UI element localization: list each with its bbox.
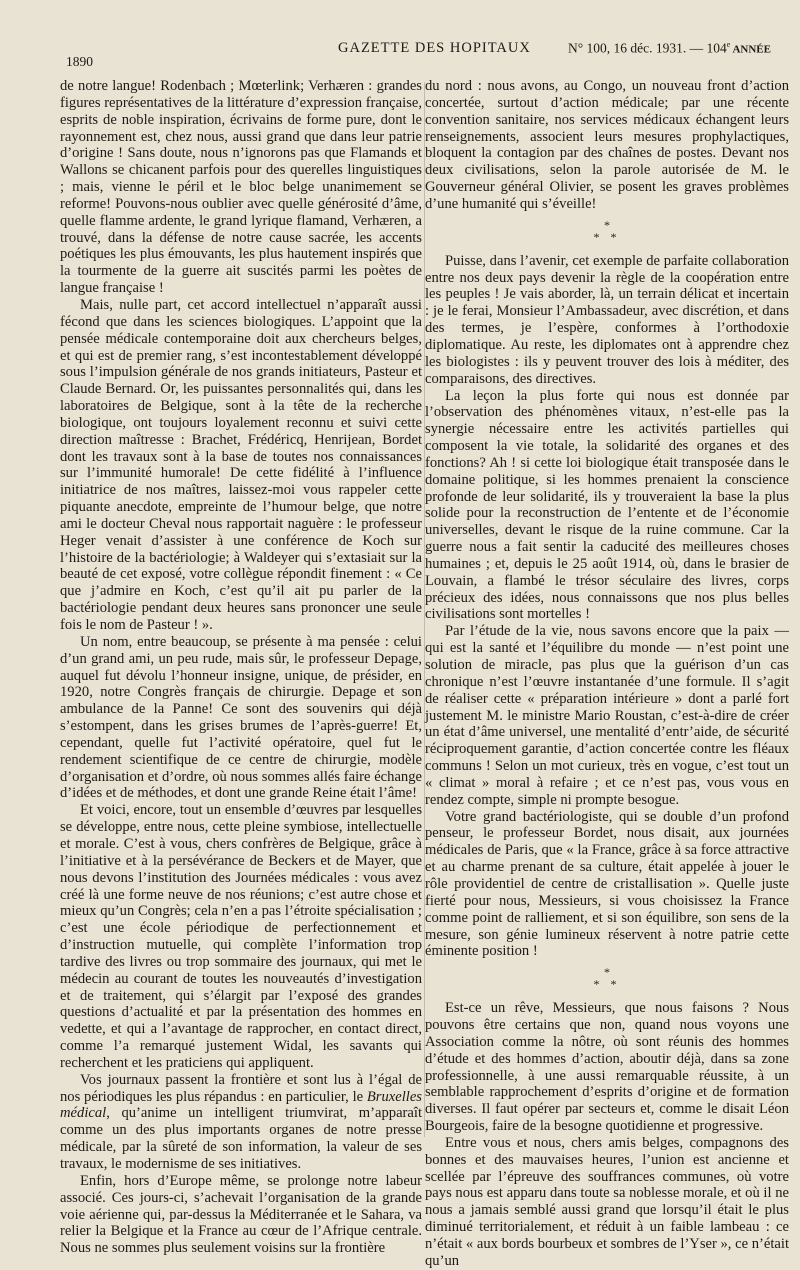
page-number: 1890 (66, 54, 93, 69)
right-paragraph-5: Votre grand bactériologiste, qui se double d’un profond penseur, le professeur Bordet, nous disait, aux journées médicales de Paris, que « la France, grâce à sa force attractive et au charme prenant de sa culture, était appelée à jouer le rôle providentiel de centre de cristallisation ». Quelle juste fierté pour nous, Messieurs, si vous choisissez la France comme point de ralliement, et si son équilibre, son sens de la mesure, son génie lumineux réservent à notre patrie cette éminente position ! (425, 808, 789, 960)
left-paragraph-5-end: , qu’anime un intelligent triumvirat, m’apparaît comme un des plus importants organes de notre presse médicale, par la sûreté de son information, la valeur de ses travaux, le modernisme de ses initiatives. (60, 1105, 422, 1172)
right-paragraph-3: La leçon la plus forte qui nous est donnée par l’observation des phénomènes vitaux, n’est-elle pas la synergie nécessaire entre les activités partielles qui composent la vie totale, la solidarité des organes et des fonctions? Ah ! si cette loi biologique était transposée dans le domaine politique, si les hommes prenaient la conscience profonde de leur solidarité, ils y trouveraient la base la plus solide pour la reconstruction de l’entente et de l’économie universelles, devant le risque de la ruine commune. Car la guerre nous a fait sentir la caducité des meilleures choses humaines ; et, depuis le 25 août 1914, où, dans le brasier de Louvain, a flambé le trésor séculaire des livres, corps précieux des idées, nous connaissons que nos plus belles civilisations sont mortelles ! (425, 387, 789, 623)
issue-ordinal: e (726, 40, 731, 49)
issue-year-label: ANNÉE (730, 43, 771, 56)
left-paragraph-4: Et voici, encore, tout un ensemble d’œuvres par lesquelles se développe, entre nous, cette pleine symbiose, intellectuelle et morale. C’est à vous, chers confrères de Belgique, grâce à l’initiative et à la persévérance de Beckers et de Mayer, que nous devons l’institution des Journées médicales : vous avez créé là une forme neuve de nos réunions; c’est autre chose et mieux qu’un Congrès; cela n’en a pas l’étroite spécialisation ; c’est une école périodique de perfectionnement et d’instruction mutuelle, qui complète l’information trop tardive des livres ou trop sommaire des journaux, qui met le médecin au courant de toutes les nouveautés d’investigation et de traitement, qui s’élargit par l’exposé des grandes questions d’actualité et par la présentation des hommes en vedette, et qui a l’avantage de rapprocher, en contact direct, comme l’a remarqué justement Widal, les savants qui recherchent et les praticiens qui appliquent. (60, 802, 422, 1071)
section-separator-1 (425, 213, 789, 253)
right-paragraph-1: du nord : nous avons, au Congo, un nouveau front d’action concertée, surtout d’action médicale; par une récente convention sanitaire, nos services médicaux échangent leurs renseignements, associent leurs mesures prophylactiques, bloquent la contagion par des chaînes de postes. Devant nos deux civilisations, selon la parole autorisée de M. le Gouverneur général Olivier, se posent les graves problèmes d’une humanité qui s’éveille! (425, 78, 789, 212)
section-separator-2 (425, 960, 789, 1000)
journal-title: GAZETTE DES HOPITAUX (338, 40, 531, 56)
right-paragraph-6: Est-ce un rêve, Messieurs, que nous faisons ? Nous pouvons être certains que non, quand nous voyons une Association comme la nôtre, où sont réunis des hommes d’étude et des hommes d’action, aboutir déjà, dans sa zone professionnelle, à une aussi remarquable réussite, à un semblable rapprochement d’esprits d’origine et de formation diverses. Il faut opérer par secteurs et, comme le disait Léon Bourgeois, faire de la besogne quotidienne et progressive. (425, 1000, 789, 1135)
issue-line (568, 40, 771, 57)
journal-name-italic: Bruxelles médical (60, 1088, 422, 1122)
issue-date: N° 100, 16 déc. 1931. — 104 (568, 40, 727, 56)
left-paragraph-3: Un nom, entre beaucoup, se présente à ma pensée : celui d’un grand ami, un peu rude, mais sûr, le professeur Depage, auquel fut dévolu l’honneur insigne, unique, de présider, en 1920, notre Congrès français de chirurgie. Depage et son ambulance de la Panne! Ce sont des souvenirs qui déjà s’estompent, dans les grises brumes de l’après-guerre! Et, cependant, quelle fut l’activité opératoire, quel fut le rendement scientifique de ce centre de chirurgie, modèle d’organisation et d’ordre, où nous sommes allés faire échange d’idées et de méthodes, et dont une grande Reine était l’âme! (60, 633, 422, 802)
page-header (60, 40, 790, 69)
separator-stars: * * (593, 229, 621, 244)
separator-star: * (604, 965, 610, 980)
right-column (425, 78, 789, 1269)
left-paragraph-2: Mais, nulle part, cet accord intellectuel n’apparaît aussi fécond que dans les sciences biologiques. L’appoint que la pensée médicale contemporaine doit aux chercheurs belges, et qui est de premier rang, s’est incontestablement développé sous l’impulsion générale de nos grands initiateurs, Pasteur et Claude Bernard. Or, les puissantes personnalités qui, dans les laboratoires de Belgique, sont à la tête de la recherche biologique, ont toujours loyalement reconnu et suivi cette direction maîtresse : Brachet, Frédéricq, Henrijean, Bordet dont les travaux sont à la base de toutes nos connaissances sur l’immunité humorale! De cette fidélité à l’influence initiatrice de nos maîtres, laissez-moi vous rappeler cette piquante anecdote, empreinte de l’humour belge, que notre ami le docteur Cheval nous rapportait naguère : le professeur Heger venait d’assister à une conférence de Koch sur l’histoire de la bactériologie; à Waldeyer qui s’extasiait sur la beauté de cet exposé, votre collègue répondit finement : « Ce que j’admire en Koch, c’est qu’il ait pu parler de la bactériologie pendant deux heures sans prononcer une seule fois le nom de Pasteur ! ». (60, 296, 422, 633)
right-paragraph-4: Par l’étude de la vie, nous savons encore que la paix — qui est la santé et l’équilibre du monde — n’est point une solution de miracle, pas plus que la guérison d’un cas chronique n’est l’œuvre instantanée d’une formule. Il s’agit de réaliser cette « préparation intérieure » dont a parlé fort justement M. le ministre Mario Roustan, c’est-à-dire de créer un état d’âme universel, une mentalité d’entr’aide, de sécurité réciproquement garantie, d’action concertée contre les fléaux communs ! Selon un mot curieux, très en vogue, c’est tout un « climat » moral à refaire ; et ce n’est pas, vous vous en rendez compte, simple ni prompte besogue. (425, 623, 789, 808)
right-paragraph-7: Entre vous et nous, chers amis belges, compagnons des bonnes et des mauvaises heures, l’union est ancienne et scellée par l’épreuve des souffrances communes, où votre pays nous est apparu dans toute sa noblesse morale, et où il ne nous a jamais semblé aussi grand que lorsqu’il était le plus diminué territorialement, et réduit à un faible lambeau : ce n’était « aux bords bourbeux et sombres de l’Yser », ce n’était qu’un (425, 1134, 789, 1269)
separator-star: * (604, 217, 610, 232)
left-paragraph-6: Enfin, hors d’Europe même, se prolonge notre labeur associé. Ces jours-ci, s’achevait l’organisation de la grande voie aérienne qui, par-dessus la Méditerranée et le Sahara, va relier la Belgique et la France au cœur de l’Afrique centrale. Nous ne sommes plus seulement voisins sur la frontière (60, 1172, 422, 1257)
left-paragraph-5 (60, 1072, 422, 1173)
separator-stars: * * (593, 977, 621, 992)
left-paragraph-5-start: Vos journaux passent la frontière et sont lus à l’égal de nos périodiques les plus répandus : en particulier, le (60, 1071, 422, 1105)
left-column (60, 78, 422, 1257)
left-paragraph-1: de notre langue! Rodenbach ; Mœterlink; Verhæren : grandes figures représentatives de la littérature d’expression française, esprits de noble inspiration, écrivains de forme pure, dont le rayonnement est, chez nous, aussi grand que dans leur patrie d’origine ! Sans doute, nous n’ignorons pas que Flamands et Wallons se chicanent parfois pour des querelles linguistiques ; mais, vienne le péril et le bloc belge unanimement se reforme! Pouvons-nous oublier avec quelle générosité d’âme, quelle flamme ardente, le grand lyrique flamand, Verhæren, a trouvé, dans la défense de notre cause sacrée, les accents poétiques les plus émouvants, les plus hautement inspirés que la tourmente de la guerre ait suscités parmi les poètes de langue française ! (60, 78, 422, 297)
right-paragraph-2: Puisse, dans l’avenir, cet exemple de parfaite collaboration entre nos deux pays devenir la règle de la coopération entre les peuples ! Je vais aborder, là, un terrain délicat et incertain : je le ferai, Monsieur l’Ambassadeur, avec discrétion, et dans des termes, je l’espère, conformes à l’orthodoxie diplomatique. Au reste, les diplomates ont à apprendre chez les biologistes : ils y peuvent trouver des lois à méditer, des comparaisons, des directives. (425, 252, 789, 387)
